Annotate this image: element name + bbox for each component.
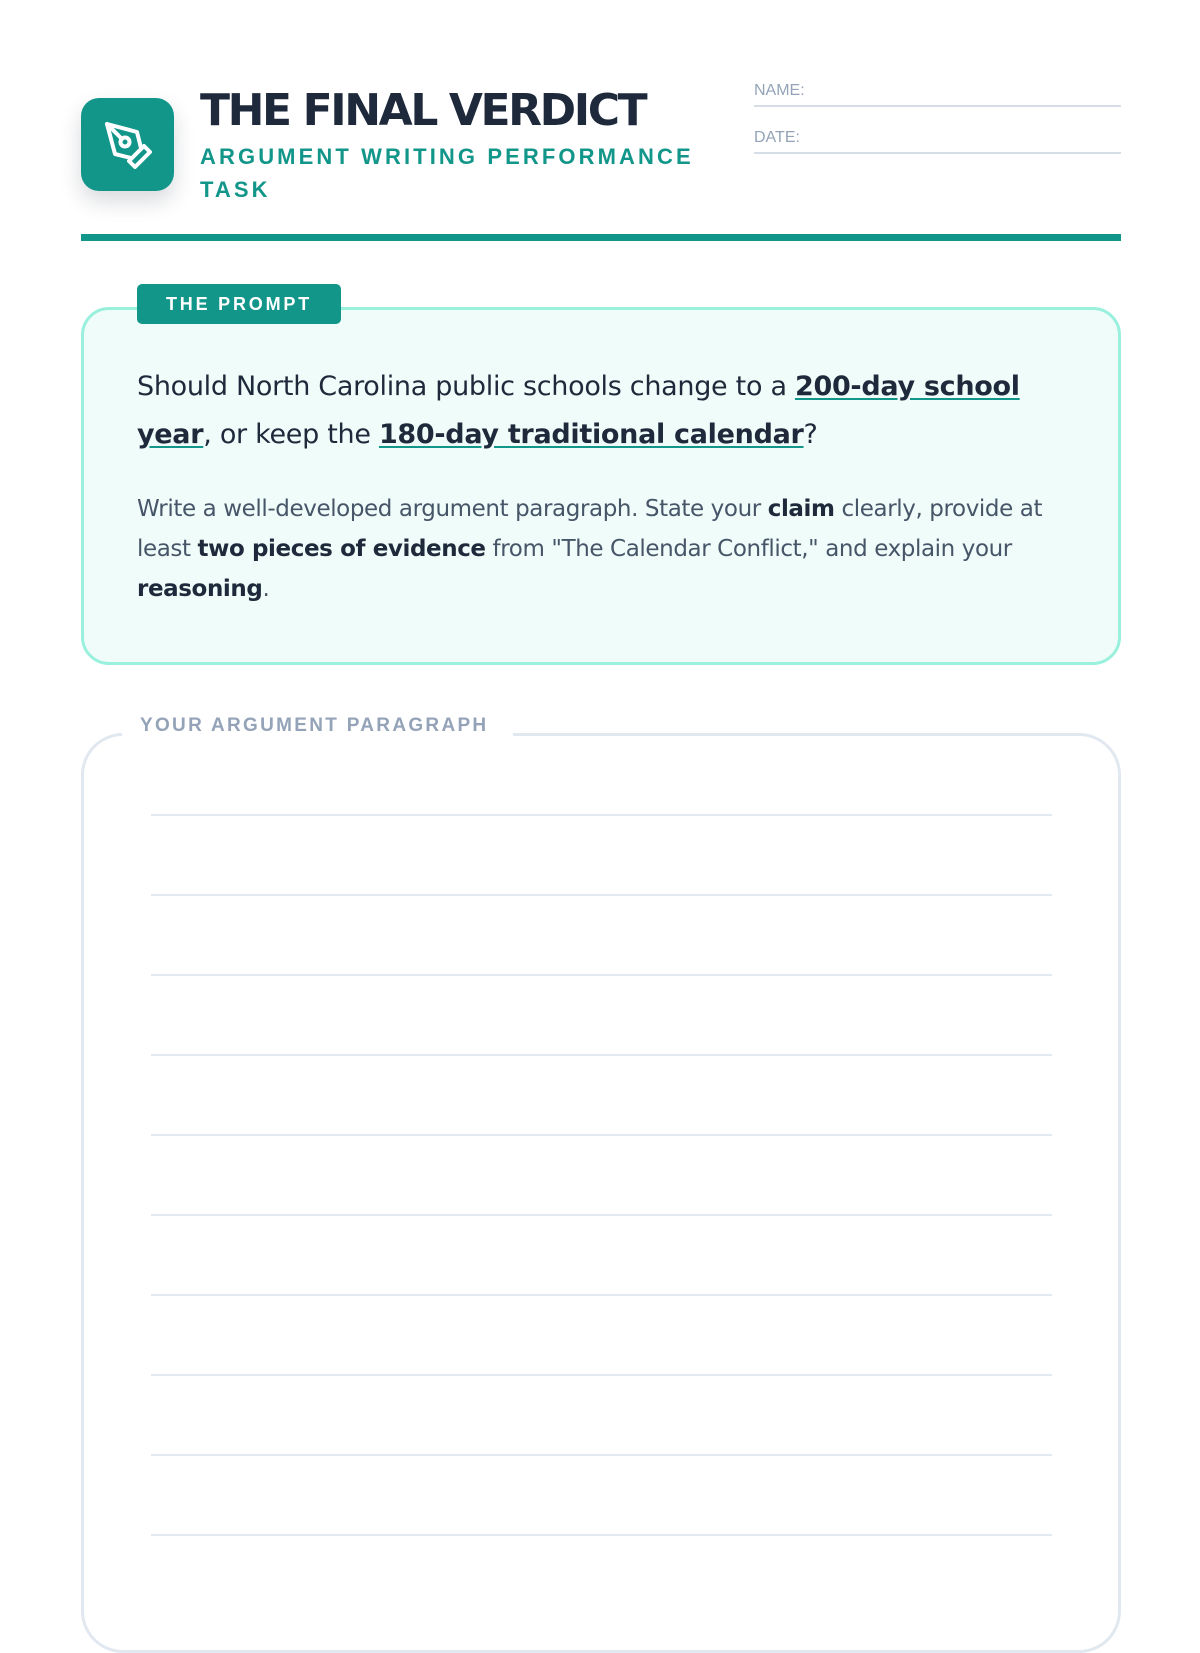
keyword-reasoning: reasoning (137, 576, 263, 602)
instructions-text: . (262, 576, 270, 602)
page-subtitle: ARGUMENT WRITING PERFORMANCE TASK (200, 144, 694, 202)
writing-line[interactable] (151, 1534, 1052, 1536)
writing-line[interactable] (151, 1214, 1052, 1216)
writing-line[interactable] (151, 894, 1052, 896)
keyword-claim: claim (767, 496, 835, 522)
instructions-text: Write a well-developed argument paragraph. State your (137, 496, 768, 522)
writing-line[interactable] (151, 974, 1052, 976)
instructions-text: from "The Calendar Conflict," and explain your (485, 536, 1012, 562)
question-text: , or keep the (203, 419, 379, 450)
writing-line[interactable] (151, 814, 1052, 816)
keyword-evidence: two pieces of evidence (197, 536, 486, 562)
writing-line[interactable] (151, 1454, 1052, 1456)
writing-line[interactable] (151, 1054, 1052, 1056)
writing-line[interactable] (151, 1374, 1052, 1376)
writing-line[interactable] (151, 1294, 1052, 1296)
prompt-tab-label: THE PROMPT (137, 284, 341, 324)
writing-lines (151, 0, 1052, 1600)
pen-nib-icon (100, 117, 156, 173)
date-label: DATE: (754, 129, 800, 146)
page-title: THE FINAL VERDICT (200, 85, 646, 136)
writing-line[interactable] (151, 1134, 1052, 1136)
question-text: ? (803, 419, 818, 450)
option-200-day: 200-day school year (137, 371, 1020, 450)
instructions-text: clearly, provide at least (137, 496, 1043, 562)
option-180-day: 180-day traditional calendar (378, 419, 804, 450)
writing-area-label: YOUR ARGUMENT PARAGRAPH (122, 711, 513, 741)
name-label: NAME: (754, 82, 805, 99)
question-text: Should North Carolina public schools change to a (137, 371, 795, 402)
